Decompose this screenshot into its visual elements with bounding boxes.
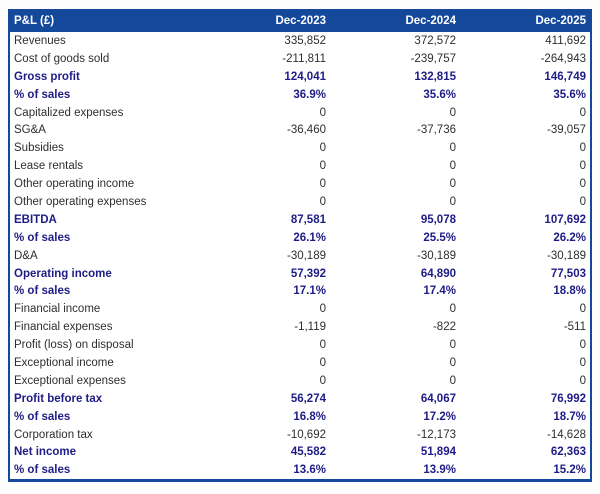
table-row bbox=[10, 372, 590, 390]
cell-value: 0 bbox=[319, 374, 326, 387]
cell-value: 132,815 bbox=[414, 70, 456, 83]
cell-value: 16.8% bbox=[293, 410, 326, 423]
cell-value: -30,189 bbox=[546, 249, 586, 262]
row-label: Profit (loss) on disposal bbox=[14, 339, 134, 352]
cell-value: 411,692 bbox=[545, 34, 586, 47]
row-label: EBITDA bbox=[14, 213, 57, 226]
table-row bbox=[10, 104, 590, 122]
cell-value: 17.4% bbox=[423, 285, 456, 298]
cell-value: 0 bbox=[319, 356, 326, 369]
table-row bbox=[10, 354, 590, 372]
cell-value: 0 bbox=[579, 303, 586, 316]
table-row bbox=[10, 229, 590, 247]
cell-value: 0 bbox=[579, 178, 586, 191]
cell-value: 18.7% bbox=[553, 410, 586, 423]
cell-value: 372,572 bbox=[414, 34, 456, 47]
cell-value: -239,757 bbox=[410, 52, 456, 65]
pnl-statement-table bbox=[8, 9, 592, 482]
cell-value: 0 bbox=[449, 142, 456, 155]
cell-value: 0 bbox=[579, 160, 586, 173]
cell-value: 13.6% bbox=[293, 464, 326, 477]
cell-value: 124,041 bbox=[284, 70, 326, 83]
cell-value: 0 bbox=[449, 356, 456, 369]
cell-value: 87,581 bbox=[290, 213, 326, 226]
table-row bbox=[10, 139, 590, 157]
cell-value: 15.2% bbox=[553, 464, 586, 477]
cell-value: 77,503 bbox=[550, 267, 586, 280]
table-row bbox=[10, 175, 590, 193]
cell-value: 57,392 bbox=[290, 267, 326, 280]
cell-value: 0 bbox=[579, 374, 586, 387]
cell-value: 0 bbox=[449, 195, 456, 208]
table-row bbox=[10, 300, 590, 318]
cell-value: 0 bbox=[579, 356, 586, 369]
table-row bbox=[10, 157, 590, 175]
cell-value: -511 bbox=[563, 321, 586, 334]
table-row bbox=[10, 265, 590, 283]
table-row bbox=[10, 390, 590, 408]
row-label: % of sales bbox=[14, 88, 71, 101]
table-row bbox=[10, 282, 590, 300]
row-label: Capitalized expenses bbox=[14, 106, 124, 119]
cell-value: 0 bbox=[449, 106, 456, 119]
cell-value: 95,078 bbox=[420, 213, 456, 226]
cell-value: -30,189 bbox=[416, 249, 456, 262]
cell-value: -10,692 bbox=[286, 428, 326, 441]
row-label: Financial income bbox=[14, 303, 101, 316]
row-label: % of sales bbox=[14, 464, 71, 477]
cell-value: 45,582 bbox=[290, 446, 326, 459]
cell-value: 51,894 bbox=[420, 446, 456, 459]
cell-value: 18.8% bbox=[553, 285, 586, 298]
cell-value: 0 bbox=[319, 178, 326, 191]
cell-value: 13.9% bbox=[423, 464, 456, 477]
row-label: Corporation tax bbox=[14, 428, 93, 441]
cell-value: 36.9% bbox=[293, 88, 326, 101]
row-label: % of sales bbox=[14, 285, 71, 298]
row-label: Profit before tax bbox=[14, 392, 103, 405]
row-label: Net income bbox=[14, 446, 76, 459]
column-header-dec-2023: Dec-2023 bbox=[275, 14, 326, 27]
table-header-row bbox=[10, 9, 590, 32]
cell-value: -1,119 bbox=[294, 321, 326, 334]
cell-value: 0 bbox=[579, 142, 586, 155]
table-row bbox=[10, 50, 590, 68]
row-label: Lease rentals bbox=[14, 160, 84, 173]
row-label: SG&A bbox=[14, 124, 46, 137]
cell-value: 26.2% bbox=[553, 231, 586, 244]
cell-value: 64,890 bbox=[420, 267, 456, 280]
cell-value: 25.5% bbox=[423, 231, 456, 244]
row-label: Other operating income bbox=[14, 178, 135, 191]
cell-value: -30,189 bbox=[286, 249, 326, 262]
row-label: % of sales bbox=[14, 231, 71, 244]
column-header-dec-2024: Dec-2024 bbox=[405, 14, 456, 27]
row-label: Revenues bbox=[14, 34, 66, 47]
cell-value: 35.6% bbox=[553, 88, 586, 101]
row-label: Other operating expenses bbox=[14, 195, 147, 208]
column-header-pnl: P&L (£) bbox=[14, 14, 55, 27]
row-label: Gross profit bbox=[14, 70, 80, 83]
cell-value: -37,736 bbox=[416, 124, 456, 137]
cell-value: 0 bbox=[579, 195, 586, 208]
table-row bbox=[10, 121, 590, 139]
row-label: % of sales bbox=[14, 410, 71, 423]
cell-value: -264,943 bbox=[540, 52, 586, 65]
row-label: D&A bbox=[14, 249, 38, 262]
cell-value: 0 bbox=[449, 160, 456, 173]
row-label: Cost of goods sold bbox=[14, 52, 110, 65]
cell-value: 0 bbox=[319, 339, 326, 352]
cell-value: -36,460 bbox=[286, 124, 326, 137]
cell-value: -12,173 bbox=[416, 428, 456, 441]
cell-value: 17.1% bbox=[293, 285, 326, 298]
cell-value: 0 bbox=[449, 339, 456, 352]
table-row bbox=[10, 408, 590, 426]
cell-value: 0 bbox=[579, 106, 586, 119]
cell-value: 0 bbox=[319, 160, 326, 173]
row-label: Subsidies bbox=[14, 142, 64, 155]
cell-value: 146,749 bbox=[544, 70, 586, 83]
cell-value: 0 bbox=[319, 106, 326, 119]
cell-value: -39,057 bbox=[546, 124, 586, 137]
table-row bbox=[10, 461, 590, 479]
cell-value: 107,692 bbox=[544, 213, 586, 226]
row-label: Exceptional expenses bbox=[14, 374, 126, 387]
row-label: Financial expenses bbox=[14, 321, 113, 334]
cell-value: 0 bbox=[579, 339, 586, 352]
cell-value: 0 bbox=[449, 178, 456, 191]
table-row bbox=[10, 426, 590, 444]
cell-value: 64,067 bbox=[420, 392, 456, 405]
table-row bbox=[10, 443, 590, 461]
cell-value: 26.1% bbox=[293, 231, 326, 244]
row-label: Operating income bbox=[14, 267, 112, 280]
cell-value: 335,852 bbox=[284, 34, 326, 47]
table-row bbox=[10, 32, 590, 50]
cell-value: 0 bbox=[449, 303, 456, 316]
cell-value: -211,811 bbox=[282, 52, 326, 65]
column-header-dec-2025: Dec-2025 bbox=[535, 14, 586, 27]
cell-value: 76,992 bbox=[550, 392, 586, 405]
cell-value: -14,628 bbox=[546, 428, 586, 441]
cell-value: 35.6% bbox=[423, 88, 456, 101]
cell-value: 17.2% bbox=[423, 410, 456, 423]
table-row bbox=[10, 68, 590, 86]
table-row bbox=[10, 247, 590, 265]
table-body bbox=[10, 32, 590, 479]
table-row bbox=[10, 336, 590, 354]
cell-value: 0 bbox=[319, 303, 326, 316]
cell-value: 0 bbox=[319, 142, 326, 155]
cell-value: 0 bbox=[449, 374, 456, 387]
cell-value: 0 bbox=[319, 195, 326, 208]
table-row bbox=[10, 318, 590, 336]
cell-value: 62,363 bbox=[550, 446, 586, 459]
table-row bbox=[10, 193, 590, 211]
cell-value: 56,274 bbox=[290, 392, 326, 405]
table-row bbox=[10, 211, 590, 229]
row-label: Exceptional income bbox=[14, 356, 114, 369]
table-row bbox=[10, 86, 590, 104]
cell-value: -822 bbox=[432, 321, 456, 334]
